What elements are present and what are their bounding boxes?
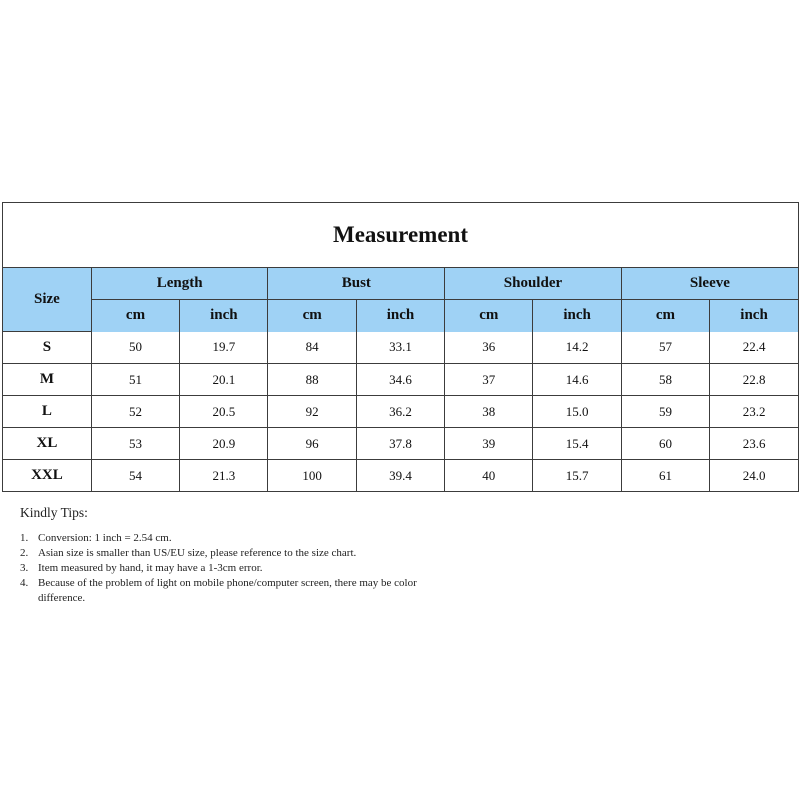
chart-title: Measurement <box>3 203 798 268</box>
shoulder-cm-cell: 40 <box>445 460 533 492</box>
bust-inch-cell: 36.2 <box>356 396 444 428</box>
tip-item <box>20 546 428 561</box>
shoulder-inch-cell: 15.0 <box>533 396 621 428</box>
sleeve-inch-cell: 23.6 <box>710 428 798 460</box>
sleeve-cm-cell: 57 <box>621 332 709 364</box>
bust-inch-cell: 39.4 <box>356 460 444 492</box>
tips-list <box>20 531 428 606</box>
table-row <box>3 428 798 460</box>
header-sleeve: Sleeve <box>621 268 798 300</box>
length-inch-cell: 19.7 <box>180 332 268 364</box>
sleeve-cm-cell: 61 <box>621 460 709 492</box>
sleeve-inch-cell: 22.4 <box>710 332 798 364</box>
size-cell: M <box>3 364 91 396</box>
shoulder-cm-cell: 39 <box>445 428 533 460</box>
unit-cm: cm <box>621 300 709 332</box>
bust-cm-cell: 100 <box>268 460 356 492</box>
sleeve-inch-cell: 23.2 <box>710 396 798 428</box>
shoulder-inch-cell: 15.4 <box>533 428 621 460</box>
shoulder-cm-cell: 37 <box>445 364 533 396</box>
tip-text: Item measured by hand, it may have a 1-3cm error. <box>38 562 263 574</box>
shoulder-inch-cell: 15.7 <box>533 460 621 492</box>
header-size: Size <box>3 268 91 332</box>
table-row <box>3 364 798 396</box>
length-cm-cell: 52 <box>91 396 179 428</box>
bust-inch-cell: 33.1 <box>356 332 444 364</box>
sleeve-inch-cell: 24.0 <box>710 460 798 492</box>
size-cell: XL <box>3 428 91 460</box>
header-row-units <box>3 300 798 332</box>
sleeve-cm-cell: 60 <box>621 428 709 460</box>
length-inch-cell: 20.9 <box>180 428 268 460</box>
unit-inch: inch <box>356 300 444 332</box>
header-length: Length <box>91 268 268 300</box>
bust-cm-cell: 84 <box>268 332 356 364</box>
bust-inch-cell: 34.6 <box>356 364 444 396</box>
unit-cm: cm <box>268 300 356 332</box>
header-shoulder: Shoulder <box>445 268 622 300</box>
tip-text: Because of the problem of light on mobile phone/computer screen, there may be color difference. <box>38 577 417 604</box>
length-cm-cell: 50 <box>91 332 179 364</box>
table-row <box>3 460 798 492</box>
unit-inch: inch <box>710 300 798 332</box>
tip-text: Conversion: 1 inch = 2.54 cm. <box>38 532 172 544</box>
bust-inch-cell: 37.8 <box>356 428 444 460</box>
length-cm-cell: 54 <box>91 460 179 492</box>
kindly-tips <box>20 505 428 606</box>
tip-number: 4. <box>20 577 29 589</box>
unit-inch: inch <box>180 300 268 332</box>
tip-text: Asian size is smaller than US/EU size, please reference to the size chart. <box>38 547 357 559</box>
size-table <box>3 268 798 491</box>
length-cm-cell: 53 <box>91 428 179 460</box>
shoulder-inch-cell: 14.2 <box>533 332 621 364</box>
tips-heading: Kindly Tips: <box>20 505 88 520</box>
unit-inch: inch <box>533 300 621 332</box>
bust-cm-cell: 88 <box>268 364 356 396</box>
tip-number: 1. <box>20 532 29 544</box>
tip-number: 3. <box>20 562 29 574</box>
header-row-groups <box>3 268 798 300</box>
table-row <box>3 332 798 364</box>
sleeve-cm-cell: 59 <box>621 396 709 428</box>
length-cm-cell: 51 <box>91 364 179 396</box>
size-cell: S <box>3 332 91 364</box>
shoulder-cm-cell: 36 <box>445 332 533 364</box>
size-cell: XXL <box>3 460 91 492</box>
length-inch-cell: 20.5 <box>180 396 268 428</box>
bust-cm-cell: 92 <box>268 396 356 428</box>
tip-item <box>20 576 428 606</box>
table-row <box>3 396 798 428</box>
bust-cm-cell: 96 <box>268 428 356 460</box>
unit-cm: cm <box>91 300 179 332</box>
header-bust: Bust <box>268 268 445 300</box>
sleeve-cm-cell: 58 <box>621 364 709 396</box>
sleeve-inch-cell: 22.8 <box>710 364 798 396</box>
unit-cm: cm <box>445 300 533 332</box>
size-chart <box>2 202 799 492</box>
shoulder-cm-cell: 38 <box>445 396 533 428</box>
length-inch-cell: 21.3 <box>180 460 268 492</box>
length-inch-cell: 20.1 <box>180 364 268 396</box>
tip-item <box>20 561 428 576</box>
tip-number: 2. <box>20 547 29 559</box>
size-cell: L <box>3 396 91 428</box>
shoulder-inch-cell: 14.6 <box>533 364 621 396</box>
tip-item <box>20 531 428 546</box>
